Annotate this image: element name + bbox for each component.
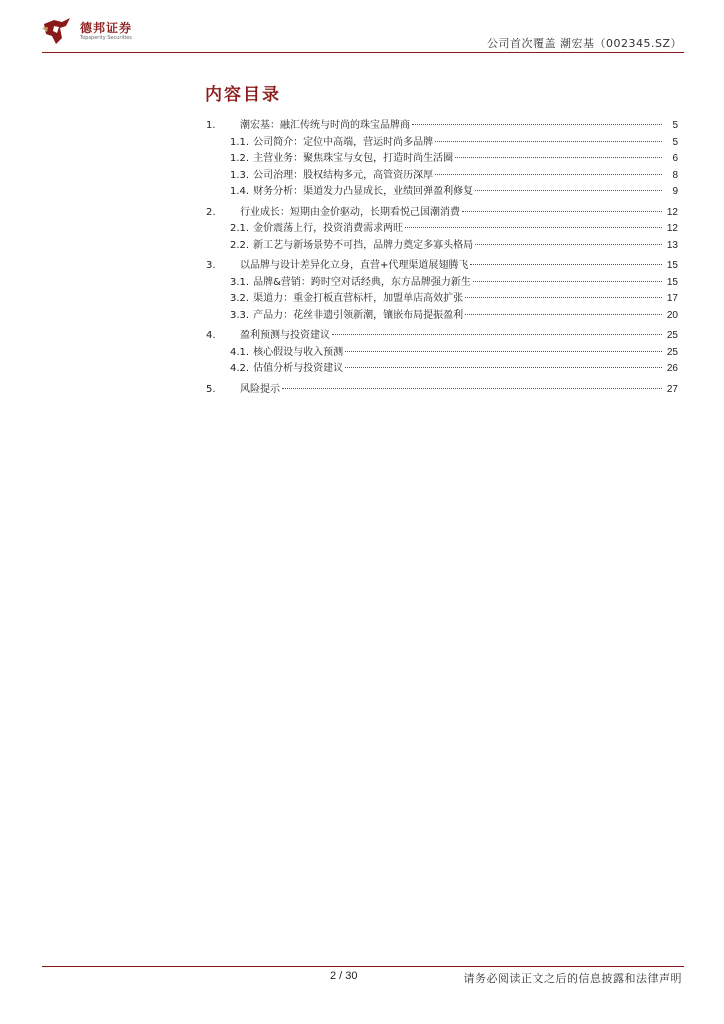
toc-leader-dots	[412, 124, 662, 125]
toc-entry[interactable]	[206, 168, 678, 185]
toc-entry-page: 9	[672, 186, 678, 197]
toc-leader-dots	[475, 244, 662, 245]
toc-entry-number: 1.2.	[230, 153, 250, 164]
logo-name-en: Topsperity Securities	[80, 34, 132, 41]
toc-entry[interactable]	[206, 184, 678, 201]
toc-entry[interactable]	[206, 345, 678, 362]
toc-entry-title: 核心假设与收入预测	[253, 346, 344, 358]
toc-entry-title: 主营业务：聚焦珠宝与女包，打造时尚生活圈	[253, 153, 454, 164]
toc-entry-page: 15	[666, 260, 678, 271]
toc-entry-page: 26	[666, 363, 678, 374]
logo-icon	[40, 16, 74, 46]
toc-entry-number: 4.2.	[230, 363, 250, 374]
toc-entry-page: 13	[666, 239, 678, 251]
toc-leader-dots	[475, 190, 662, 191]
toc-entry[interactable]	[206, 382, 678, 399]
toc-entry-page: 27	[666, 383, 678, 395]
toc-entry[interactable]	[206, 361, 678, 378]
toc-entry-page: 25	[666, 346, 678, 358]
page-number: 2 / 30	[330, 970, 358, 982]
toc-entry[interactable]	[206, 118, 678, 135]
toc-entry-number: 1.3.	[230, 169, 250, 181]
toc-entry-page: 25	[666, 330, 678, 341]
toc-leader-dots	[332, 334, 662, 335]
toc-entry-page: 17	[666, 293, 678, 304]
toc-entry-title: 产品力：花丝非遗引领新潮，镶嵌布局提振盈利	[253, 309, 464, 321]
toc-entry-title: 潮宏基：融汇传统与时尚的珠宝品牌商	[240, 120, 410, 131]
toc-entry-number: 2.2.	[230, 239, 250, 251]
toc-entry-number: 3.2.	[230, 293, 250, 304]
toc-entry-page: 12	[666, 223, 678, 234]
toc-entry-number: 5.	[206, 383, 216, 395]
toc-entry-page: 12	[666, 206, 678, 218]
toc-entry-title: 金价震荡上行，投资消费需求两旺	[253, 223, 404, 234]
toc-entry[interactable]	[206, 238, 678, 255]
toc-entry-title: 公司治理：股权结构多元，高管资历深厚	[253, 169, 434, 181]
toc-leader-dots	[405, 227, 662, 228]
toc-leader-dots	[473, 281, 662, 282]
toc-entry-title: 财务分析：渠道发力凸显成长，业绩回弹盈利修复	[253, 186, 474, 197]
toc-entry-number: 1.4.	[230, 186, 250, 197]
toc-entry-number: 3.	[206, 260, 216, 271]
toc-entry-page: 6	[672, 153, 678, 164]
toc-leader-dots	[465, 297, 662, 298]
toc-entry-title: 新工艺与新场景势不可挡，品牌力奠定多寡头格局	[253, 239, 474, 251]
toc-entry-number: 1.	[206, 120, 216, 131]
toc-entry-page: 5	[672, 120, 678, 131]
toc-entry-title: 以品牌与设计差异化立身，直营+代理渠道展翅腾飞	[240, 260, 469, 271]
toc-entry[interactable]	[206, 135, 678, 152]
toc-entry-title: 估值分析与投资建议	[253, 363, 344, 374]
table-of-contents	[206, 118, 678, 398]
toc-entry[interactable]	[206, 205, 678, 222]
toc-entry-page: 15	[666, 276, 678, 288]
toc-entry[interactable]	[206, 275, 678, 292]
toc-entry-page: 8	[672, 169, 678, 181]
toc-entry-number: 3.3.	[230, 309, 250, 321]
toc-entry[interactable]	[206, 308, 678, 325]
header-divider	[42, 52, 684, 53]
page-header	[0, 0, 724, 60]
toc-entry-number: 1.1.	[230, 136, 250, 148]
toc-entry[interactable]	[206, 151, 678, 168]
toc-entry-title: 品牌&营销：跨时空对话经典，东方品牌强力新生	[253, 276, 471, 288]
toc-entry-title: 渠道力：重金打板直营标杆，加盟单店高效扩张	[253, 293, 464, 304]
toc-entry-title: 公司简介：定位中高端，营运时尚多品牌	[253, 136, 434, 148]
report-tag: 公司首次覆盖 潮宏基（002345.SZ）	[486, 37, 682, 50]
toc-entry[interactable]	[206, 258, 678, 275]
toc-entry-page: 20	[666, 309, 678, 321]
toc-entry-page: 5	[672, 136, 678, 148]
toc-entry-number: 4.1.	[230, 346, 250, 358]
toc-entry-title: 风险提示	[240, 383, 280, 395]
toc-leader-dots	[345, 367, 662, 368]
footer-divider	[42, 966, 684, 967]
legal-disclaimer: 请务必阅读正文之后的信息披露和法律声明	[463, 972, 682, 985]
toc-leader-dots	[465, 314, 662, 315]
toc-entry-number: 2.	[206, 206, 216, 218]
toc-entry[interactable]	[206, 221, 678, 238]
toc-entry[interactable]	[206, 291, 678, 308]
toc-leader-dots	[462, 211, 662, 212]
company-logo	[40, 16, 132, 46]
toc-entry-number: 3.1.	[230, 276, 250, 288]
toc-title: 内容目录	[205, 85, 281, 105]
toc-entry-title: 盈利预测与投资建议	[240, 330, 330, 341]
toc-leader-dots	[470, 264, 662, 265]
toc-leader-dots	[455, 157, 662, 158]
toc-entry[interactable]	[206, 328, 678, 345]
toc-entry-number: 4.	[206, 330, 216, 341]
toc-entry-title: 行业成长：短期由金价驱动，长期看悦己国潮消费	[240, 206, 460, 218]
toc-leader-dots	[435, 174, 662, 175]
toc-entry-number: 2.1.	[230, 223, 250, 234]
toc-leader-dots	[435, 141, 662, 142]
toc-leader-dots	[282, 388, 662, 389]
toc-leader-dots	[345, 351, 662, 352]
logo-name-cn: 德邦证券	[80, 20, 133, 35]
